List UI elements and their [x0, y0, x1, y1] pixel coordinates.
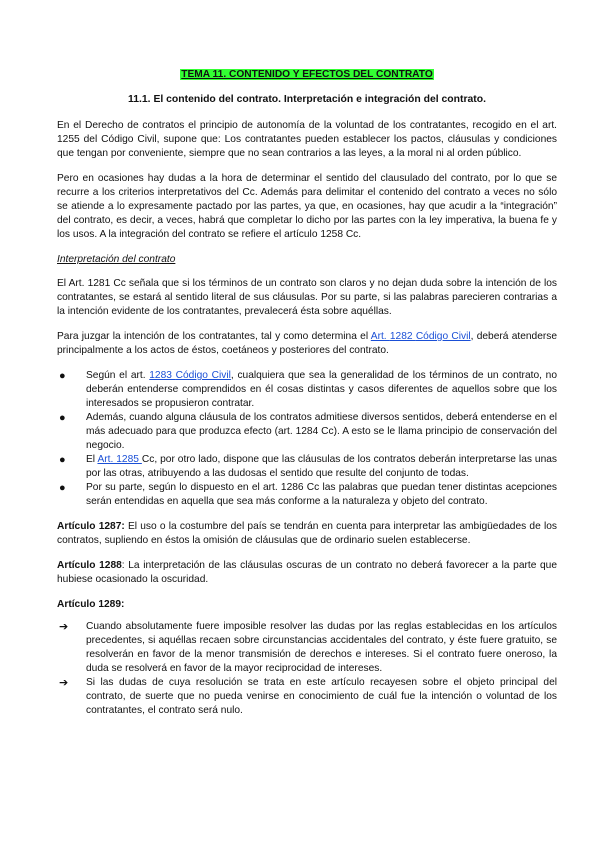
intro-paragraph-2: Pero en ocasiones hay dudas a la hora de determinar el sentido del clausulado del contrato, por lo que se recurre a los criterios interpretativos del Cc. Además para delimitar el contenido del contrato a veces no sólo se atiende a lo expresamente pactado por las partes, ya que, en ocasiones, hay que acudir a la “integración” del contrato, es decir, a veces, habrá que completar lo dicho por las partes con la ley imperativa, la buena fe y los usos. A la integración del contrato se refiere el artículo 1258 Cc. — [57, 173, 557, 240]
text-fragment: Cc, por otro lado, dispone que las cláusulas de los contratos deberán interpretarse las unas por las otras, atribuyendo a las dudosas el sentido que resulte del conjunto de todas. — [86, 454, 557, 479]
interpretation-bullet-list — [57, 369, 557, 509]
text-fragment: : La interpretación de las cláusulas oscuras de un contrato no deberá favorecer a la parte que hubiese ocasionado la oscuridad. — [57, 560, 557, 585]
article-1287-label: Artículo 1287: — [57, 521, 125, 532]
article-1289-label: Artículo 1289: — [57, 599, 125, 610]
text-fragment: Según el art. — [86, 370, 150, 381]
article-1289-heading — [57, 598, 557, 612]
list-item — [59, 411, 557, 453]
bullet-icon: ● — [59, 370, 66, 382]
text-fragment: , deberá atenderse principalmente a los actos de éstos, coetáneos y posteriores del contrato. — [57, 331, 558, 356]
bullet-icon: ● — [59, 412, 66, 424]
text-fragment: Además, cuando alguna cláusula de los contratos admitiese diversos sentidos, deberá entenderse en el más adecuado para que produzca efecto (art. 1284 Cc). A esto se le llama principio de conservación del negocio. — [86, 412, 557, 451]
link-art[interactable]: Art. — [370, 331, 390, 342]
intro-paragraph-1: En el Derecho de contratos el principio de autonomía de la voluntad de los contratantes, recogido en el art. 1255 del Código Civil, supone que: Los contratantes pueden establecer los pactos, cláusulas y condiciones que tengan por conveniente, siempre que no sean contrarios a las leyes, a la moral ni al orden público. — [57, 120, 557, 159]
interpretation-heading: Interpretación del contrato — [57, 254, 176, 265]
link-1282[interactable]: 1282 — [389, 331, 416, 342]
article-1289-list — [57, 620, 557, 718]
interpretation-paragraph-1: El Art. 1281 Cc señala que si los términos de un contrato son claros y no dejan duda sobre la intención de los contratantes, se estará al sentido literal de sus cláusulas. Por su parte, si las palabras parecieren contrarias a la intención evidente de los contratantes, prevalecerá ésta sobre aquéllas. — [57, 278, 557, 317]
list-item — [59, 620, 557, 676]
text-fragment: Por su parte, según lo dispuesto en el art. 1286 Cc las palabras que puedan tener distintas acepciones serán entendidas en aquella que sea más conforme a la naturaleza y objeto del contrato. — [86, 482, 557, 507]
list-item — [59, 676, 557, 718]
article-1287-paragraph — [57, 520, 557, 548]
section-subtitle: 11.1. El contenido del contrato. Interpretación e integración del contrato. — [128, 94, 486, 105]
link-codigo-civil[interactable]: Código Civil — [175, 370, 231, 381]
list-item — [59, 369, 557, 411]
list-item — [59, 453, 557, 481]
bullet-icon: ● — [59, 482, 66, 494]
document-page — [57, 68, 557, 729]
article-1288-label: Artículo 1288 — [57, 560, 122, 571]
link-art-1285[interactable]: Art. 1285 — [97, 454, 142, 465]
title-line — [57, 68, 557, 82]
arrow-right-icon: ➔ — [59, 621, 69, 633]
list-item — [59, 481, 557, 509]
arrow-right-icon: ➔ — [59, 677, 69, 689]
text-fragment: El — [86, 454, 98, 465]
article-1288-paragraph — [57, 559, 557, 587]
interpretation-paragraph-2 — [57, 330, 557, 358]
text-fragment: Para juzgar la intención de los contratantes, tal y como determina el — [57, 331, 371, 342]
text-fragment: El uso o la costumbre del país se tendrán en cuenta para interpretar las ambigüedades de los contratos, supliendo en éstos la omisión de cláusulas que de ordinario suelen establecerse. — [57, 521, 557, 546]
link-1283[interactable]: 1283 — [149, 370, 176, 381]
text-fragment: Cuando absolutamente fuere imposible resolver las dudas por las reglas establecidas en los artículos precedentes, si aquéllas recaen sobre circunstancias accidentales del contrato, y éste fuere gratuito, se resolverán en favor de la menor transmisión de derechos e intereses. Si el contrato fuere oneroso, la duda se resolverá en favor de la mayor reciprocidad de intereses. — [86, 621, 557, 674]
bullet-icon: ● — [59, 454, 66, 466]
text-fragment: Si las dudas de cuya resolución se trata en este artículo recayesen sobre el objeto principal del contrato, de suerte que no pueda venirse en conocimiento de cuál fue la intención o voluntad de los contratantes, el contrato será nulo. — [86, 677, 557, 716]
document-title: TEMA 11. CONTENIDO Y EFECTOS DEL CONTRATO — [181, 69, 433, 80]
text-fragment: , cualquiera que sea la generalidad de los términos de un contrato, no deberán entenderse comprendidos en él cosas distintas y casos diferentes de aquellos sobre que los interesados se propusieron contratar. — [86, 370, 557, 409]
link-codigo-civil[interactable]: Código Civil — [415, 331, 471, 342]
